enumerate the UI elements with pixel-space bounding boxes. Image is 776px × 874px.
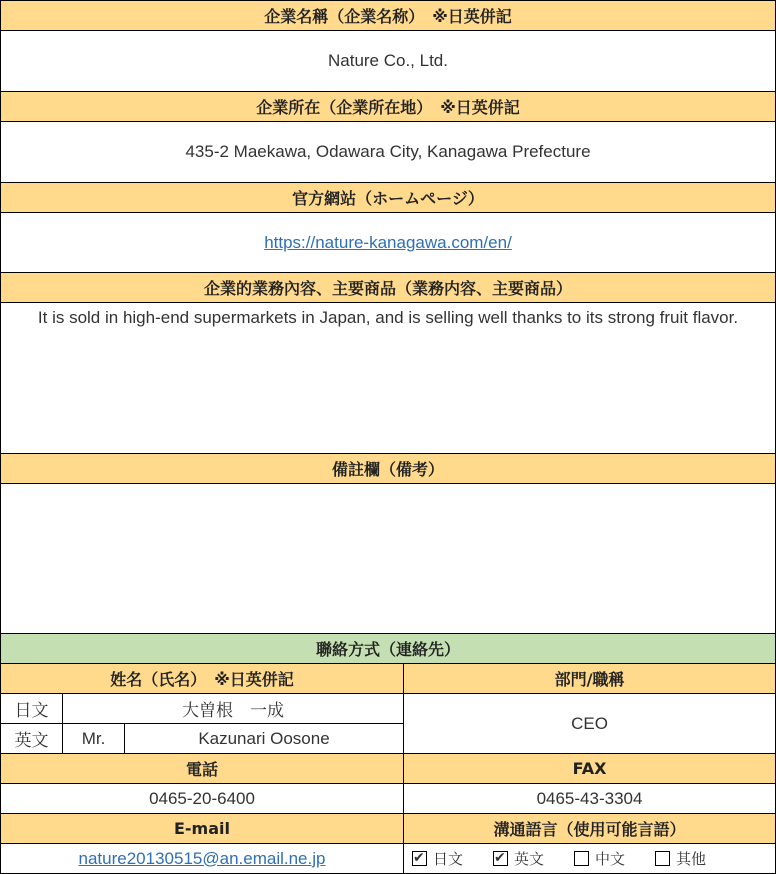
- dept-value[interactable]: CEO: [403, 693, 776, 754]
- check-icon: ✔: [494, 849, 506, 865]
- email-link[interactable]: nature20130515@an.email.ne.jp: [78, 848, 326, 868]
- language-options: [403, 843, 776, 874]
- company-address-header: 企業所在（企業所在地） ※日英併記: [0, 91, 776, 122]
- website-cell: [0, 212, 776, 273]
- fax-value[interactable]: 0465-43-3304: [403, 783, 776, 814]
- en-name-value[interactable]: Kazunari Oosone: [124, 723, 404, 754]
- dept-header: 部門/職稱: [403, 663, 776, 694]
- lang-option-english[interactable]: [493, 848, 544, 869]
- name-header: 姓名（氏名） ※日英併記: [0, 663, 404, 694]
- checkbox-japanese[interactable]: [412, 851, 427, 866]
- checkbox-other[interactable]: [655, 851, 670, 866]
- language-header: 溝通語言（使用可能言語）: [403, 813, 776, 844]
- lang-option-other[interactable]: [655, 848, 706, 869]
- lang-label-other: 其他: [676, 851, 707, 868]
- fax-header: FAX: [403, 753, 776, 784]
- website-link[interactable]: https://nature-kanagawa.com/en/: [264, 232, 512, 252]
- website-header: 官方網站（ホームページ）: [0, 182, 776, 213]
- lang-label-chinese: 中文: [595, 851, 626, 868]
- en-label: 英文: [0, 723, 63, 754]
- checkbox-chinese[interactable]: [574, 851, 589, 866]
- remarks-header: 備註欄（備考）: [0, 453, 776, 484]
- lang-label-english: 英文: [514, 851, 545, 868]
- phone-header: 電話: [0, 753, 404, 784]
- en-title-value[interactable]: Mr.: [62, 723, 125, 754]
- company-name-value[interactable]: Nature Co., Ltd.: [0, 30, 776, 92]
- email-cell: [0, 843, 404, 874]
- phone-value[interactable]: 0465-20-6400: [0, 783, 404, 814]
- lang-option-japanese[interactable]: [412, 848, 463, 869]
- jp-name-value[interactable]: 大曽根 一成: [62, 693, 404, 724]
- company-address-value[interactable]: 435-2 Maekawa, Odawara City, Kanagawa Prefecture: [0, 121, 776, 183]
- jp-label: 日文: [0, 693, 63, 724]
- contact-header: 聯絡方式（連絡先）: [0, 633, 776, 664]
- lang-label-japanese: 日文: [433, 851, 464, 868]
- check-icon: ✔: [413, 849, 425, 865]
- remarks-value[interactable]: [0, 483, 776, 634]
- business-header: 企業的業務內容、主要商品（業務内容、主要商品）: [0, 272, 776, 303]
- email-header: E-mail: [0, 813, 404, 844]
- business-value[interactable]: It is sold in high-end supermarkets in Japan, and is selling well thanks to its strong fruit flavor.: [0, 302, 776, 454]
- checkbox-english[interactable]: [493, 851, 508, 866]
- lang-option-chinese[interactable]: [574, 848, 625, 869]
- company-name-header: 企業名稱（企業名称） ※日英併記: [0, 0, 776, 31]
